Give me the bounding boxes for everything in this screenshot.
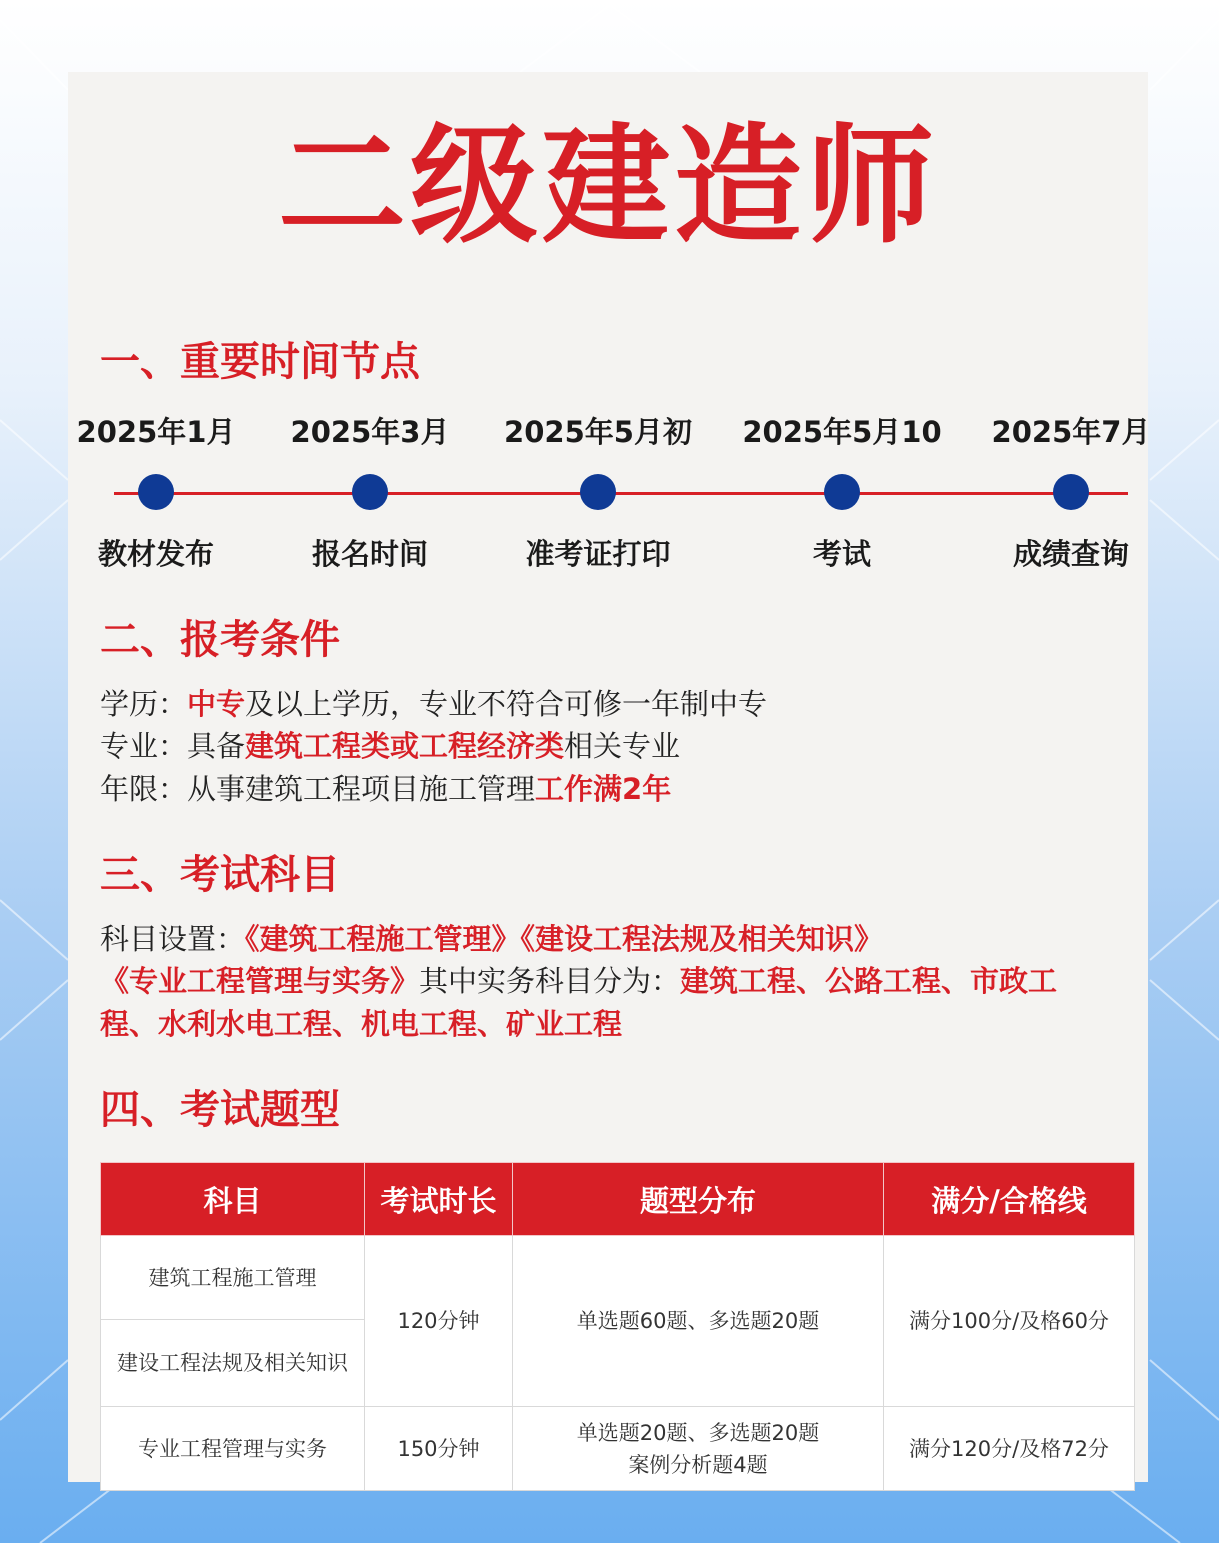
timeline-date: 2025年7月 (991, 415, 1151, 449)
timeline-item (742, 412, 942, 582)
score-cell: 满分100分/及格60分 (884, 1236, 1135, 1407)
table-row (101, 1236, 1135, 1320)
specialties-text: 建筑工程、公路工程、市政工 (680, 964, 1058, 998)
score-cell: 满分120分/及格72分 (884, 1407, 1135, 1491)
major-label: 专业： (100, 729, 188, 763)
education-label: 学历： (100, 687, 188, 721)
subject-name: 《建设工程法规及相关知识》 (520, 922, 884, 956)
table-header: 考试时长 (365, 1163, 513, 1236)
timeline-event: 教材发布 (97, 537, 214, 571)
subjects-line-3 (100, 1003, 1120, 1045)
subjects-middle-text: 其中实务科目分为： (419, 964, 681, 998)
subject-cell: 建设工程法规及相关知识 (101, 1320, 365, 1407)
subject-cell: 专业工程管理与实务 (101, 1407, 365, 1491)
education-text: 及以上学历，专业不符合可修一年制中专 (245, 687, 768, 721)
timeline-event: 准考证打印 (525, 537, 671, 571)
education-highlight: 中专 (187, 687, 246, 721)
major-pre: 具备 (187, 729, 246, 763)
timeline-item (270, 412, 470, 582)
timeline-item (56, 412, 256, 582)
requirement-years (100, 768, 1120, 810)
question-types-line: 案例分析题4题 (628, 1452, 768, 1477)
subject-name: 《专业工程管理与实务》 (100, 964, 420, 998)
section-title-requirements: 二、报考条件 (100, 617, 340, 663)
table-header: 题型分布 (513, 1163, 884, 1236)
years-highlight: 工作满2年 (535, 772, 672, 806)
requirement-education (100, 683, 1120, 725)
timeline (68, 412, 1151, 582)
table-header: 科目 (101, 1163, 365, 1236)
page-title: 二级建造师 (277, 112, 938, 261)
question-types-line: 单选题20题、多选题20题 (576, 1420, 820, 1445)
timeline-date: 2025年5月10 (742, 415, 942, 449)
subject-name: 《建筑工程施工管理》 (245, 922, 521, 956)
section-title-timeline: 一、重要时间节点 (100, 339, 420, 385)
section-title-subjects: 三、考试科目 (100, 852, 340, 898)
timeline-item (971, 412, 1171, 582)
question-types-cell: 单选题60题、多选题20题 (513, 1236, 884, 1407)
duration-cell: 120分钟 (365, 1236, 513, 1407)
table-row (101, 1407, 1135, 1491)
exam-table (100, 1162, 1135, 1491)
subjects-label: 科目设置： (100, 922, 246, 956)
timeline-dot (352, 474, 388, 510)
timeline-dot (824, 474, 860, 510)
table-header: 满分/合格线 (884, 1163, 1135, 1236)
timeline-event: 考试 (812, 537, 871, 571)
years-text: 从事建筑工程项目施工管理 (187, 772, 536, 806)
major-highlight: 建筑工程类或工程经济类 (245, 729, 565, 763)
timeline-date: 2025年5月初 (504, 415, 692, 449)
major-post: 相关专业 (564, 729, 681, 763)
timeline-date: 2025年1月 (76, 415, 236, 449)
timeline-dot (1053, 474, 1089, 510)
timeline-dot (138, 474, 174, 510)
duration-cell: 150分钟 (365, 1407, 513, 1491)
timeline-dot (580, 474, 616, 510)
subjects-line-1 (100, 918, 1120, 960)
subject-cell: 建筑工程施工管理 (101, 1236, 365, 1320)
subjects-line-2 (100, 960, 1120, 1002)
timeline-event: 成绩查询 (1012, 537, 1129, 571)
years-label: 年限： (100, 772, 188, 806)
poster-card (68, 72, 1151, 1482)
specialties-text: 程、水利水电工程、机电工程、矿业工程 (100, 1007, 623, 1041)
timeline-item (498, 412, 698, 582)
section-title-question-types: 四、考试题型 (100, 1087, 340, 1133)
table-header-row (101, 1163, 1135, 1236)
requirement-major (100, 725, 1120, 767)
timeline-event: 报名时间 (311, 537, 428, 571)
timeline-date: 2025年3月 (290, 415, 450, 449)
question-types-cell (513, 1407, 884, 1491)
